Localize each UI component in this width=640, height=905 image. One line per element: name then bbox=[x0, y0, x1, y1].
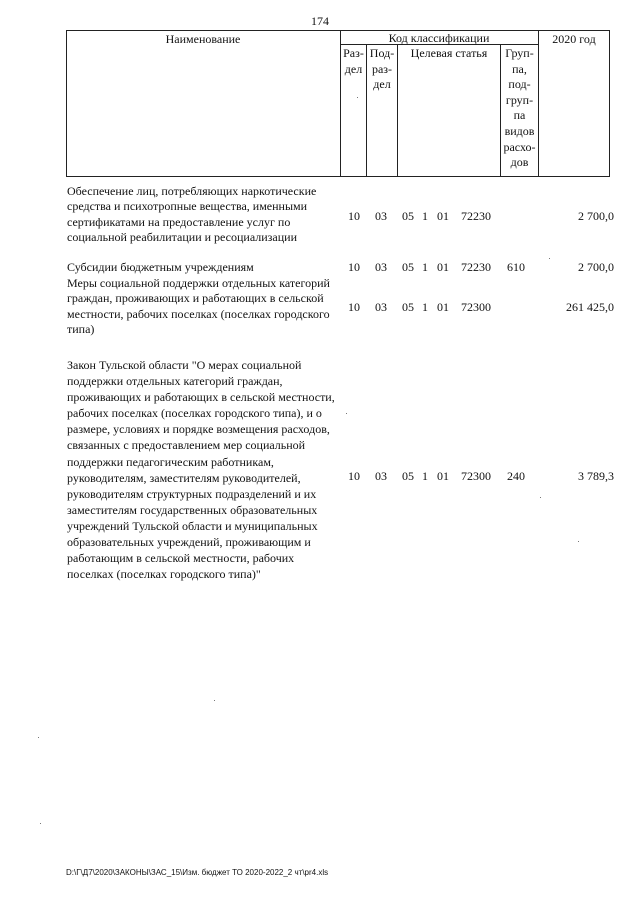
row-target-1: 05 bbox=[402, 260, 414, 274]
row-group: 610 bbox=[507, 260, 525, 274]
row-name: Субсидии бюджетным учреждениям bbox=[67, 260, 254, 274]
row-section: 10 bbox=[348, 209, 360, 223]
row-target-2: 1 bbox=[422, 260, 428, 274]
row-section: 10 bbox=[348, 260, 360, 274]
scan-speck bbox=[540, 497, 541, 498]
scan-speck bbox=[214, 700, 215, 701]
row-target-1: 05 bbox=[402, 300, 414, 314]
row-target-3: 01 bbox=[437, 469, 449, 483]
row-name: Закон Тульской области "О мерах социальной поддержки отдельных категорий граждан, проживающих и работающих в сельской местности, рабочих поселках (поселках городского типа), и о размере, условиях и порядке возмещения расходов, связанных с предоставлением мер социальной поддержки педагогическим работникам, руководителям, заместителям руководителей, руководителям структурных подразделений и их заместителям государственных образовательных учреждений Тульской области и муниципальных образовательных учреждений, проживающим и работающим в сельской местности, рабочих поселках (поселках городского типа)" bbox=[67, 358, 335, 582]
row-subsection: 03 bbox=[375, 300, 387, 314]
scan-speck bbox=[357, 97, 358, 98]
row-amount: 2 700,0 bbox=[578, 209, 614, 223]
row-target-2: 1 bbox=[422, 469, 428, 483]
row-group: 240 bbox=[507, 469, 525, 483]
row-target-4: 72300 bbox=[461, 300, 491, 314]
row-target-2: 1 bbox=[422, 209, 428, 223]
header-name: Наименование bbox=[165, 32, 241, 46]
scan-speck bbox=[346, 413, 347, 414]
page-number: 174 bbox=[311, 14, 329, 28]
row-amount: 3 789,3 bbox=[578, 469, 614, 483]
header-group: Груп- па, под- груп- па видов расхо- дов bbox=[503, 46, 536, 170]
scan-speck bbox=[40, 823, 41, 824]
row-target-2: 1 bbox=[422, 300, 428, 314]
row-target-1: 05 bbox=[402, 209, 414, 223]
row-subsection: 03 bbox=[375, 209, 387, 223]
row-target-3: 01 bbox=[437, 260, 449, 274]
header-target: Целевая статья bbox=[410, 46, 488, 60]
row-name: Обеспечение лиц, потребляющих наркотические средства и психотропные вещества, именными сертификатами на предоставление услуг по социальной реабилитации и ресоциализации bbox=[67, 184, 317, 245]
row-target-3: 01 bbox=[437, 300, 449, 314]
row-subsection: 03 bbox=[375, 260, 387, 274]
row-subsection: 03 bbox=[375, 469, 387, 483]
file-path-footer: D:\Г\Д7\2020\ЗАКОНЫ\ЗАС_15\Изм. бюджет ТО 2020-2022_2 чт\pr4.xls bbox=[66, 868, 329, 877]
scan-speck bbox=[549, 258, 550, 259]
header-subsection: Под- раз- дел bbox=[369, 46, 395, 91]
scan-speck bbox=[38, 737, 39, 738]
row-section: 10 bbox=[348, 469, 360, 483]
row-target-4: 72230 bbox=[461, 209, 491, 223]
row-target-4: 72300 bbox=[461, 469, 491, 483]
header-classification: Код классификации bbox=[388, 31, 490, 45]
row-section: 10 bbox=[348, 300, 360, 314]
row-target-4: 72230 bbox=[461, 260, 491, 274]
row-amount: 2 700,0 bbox=[578, 260, 614, 274]
row-name: Меры социальной поддержки отдельных категорий граждан, проживающих и работающих в сельской местности, рабочих поселках (поселках городского типа) bbox=[67, 276, 330, 337]
row-target-3: 01 bbox=[437, 209, 449, 223]
header-year: 2020 год bbox=[552, 32, 596, 46]
header-section: Раз- дел bbox=[343, 46, 364, 76]
row-amount: 261 425,0 bbox=[566, 300, 614, 314]
row-target-1: 05 bbox=[402, 469, 414, 483]
scan-speck bbox=[578, 541, 579, 542]
